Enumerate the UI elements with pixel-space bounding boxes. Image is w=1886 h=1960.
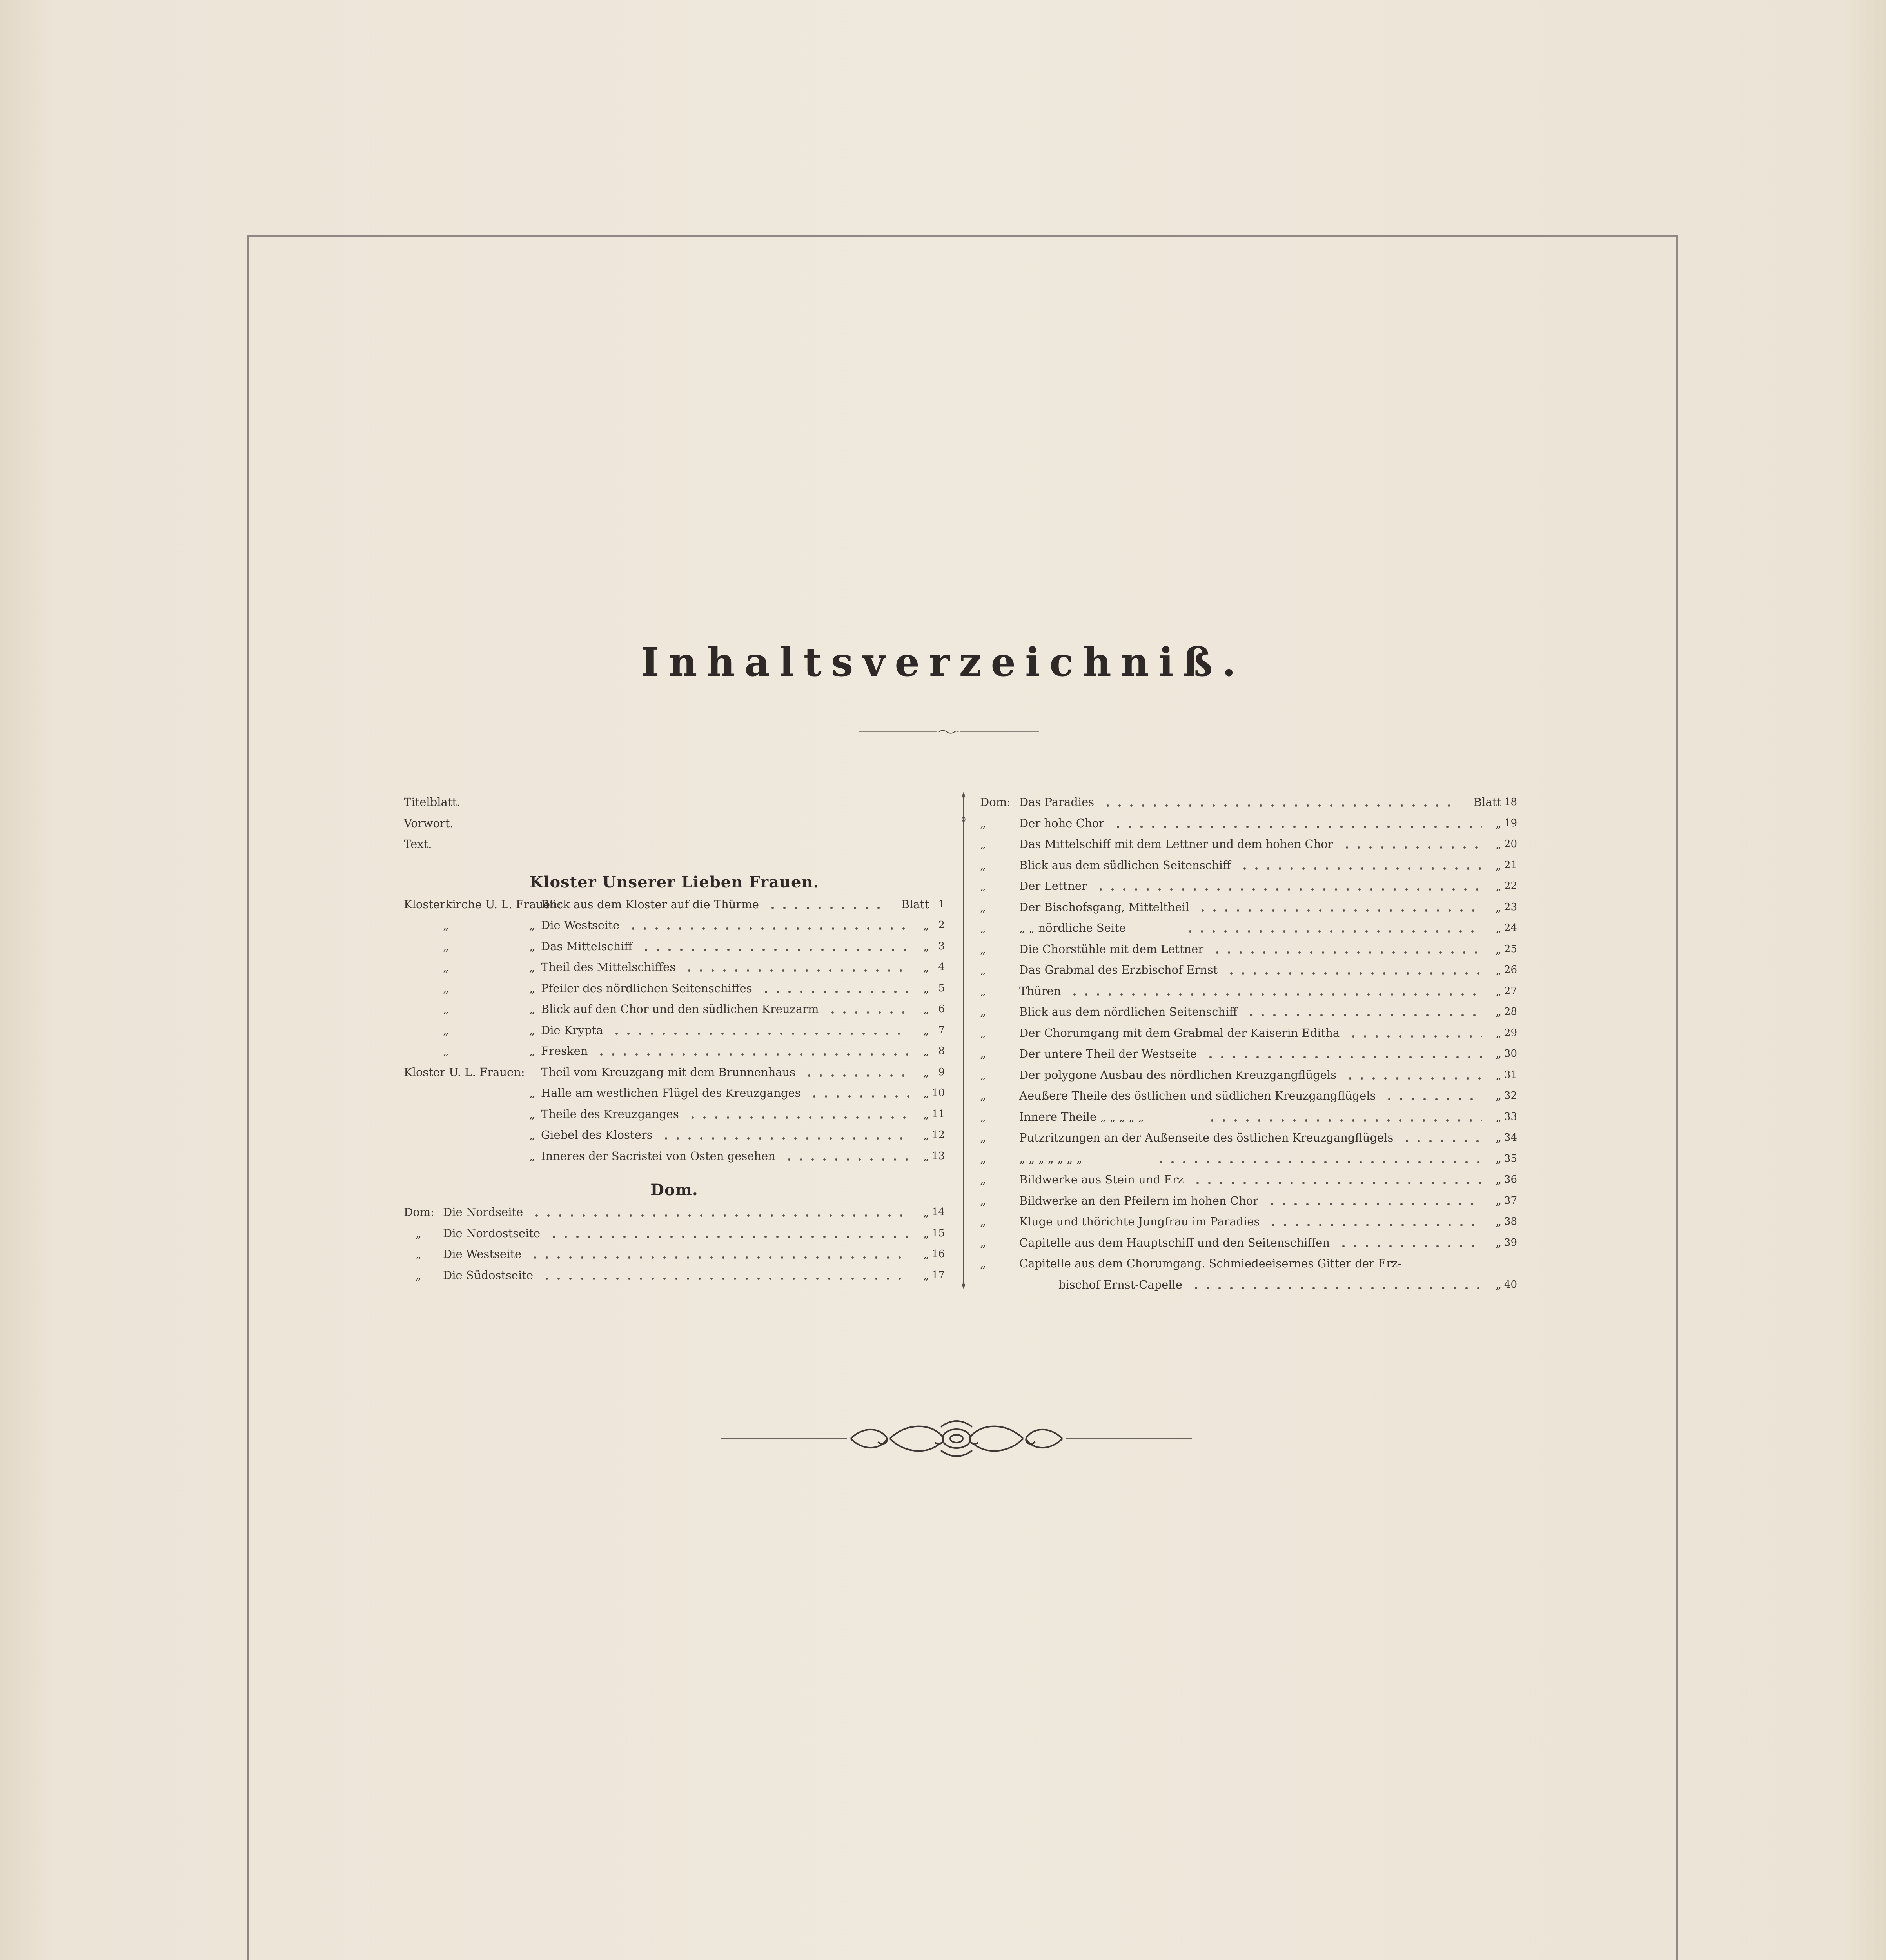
- entry-ditto: „: [529, 1107, 535, 1121]
- toc-entry: [980, 1065, 1517, 1086]
- entry-title: Kluge und thörichte Jungfrau im Paradies: [1019, 1215, 1260, 1228]
- entry-blatt-label: „: [1495, 1131, 1501, 1144]
- entry-title: Die Nordostseite: [443, 1226, 541, 1240]
- entry-page-number: 13: [931, 1150, 945, 1162]
- entry-prefix: Kloster U. L. Frauen:: [404, 1065, 525, 1079]
- entry-blatt-label: „: [1495, 1215, 1501, 1228]
- entry-blatt-label: „: [1495, 1152, 1501, 1165]
- entry-page-number: 5: [938, 982, 945, 994]
- entry-prefix: „: [980, 1257, 986, 1270]
- dot-leader: [529, 1256, 909, 1259]
- toc-entry: [980, 1044, 1517, 1065]
- entry-blatt-label: „: [923, 1086, 929, 1100]
- entry-title: Thüren: [1019, 984, 1061, 998]
- entry-title: Das Mittelschiff: [541, 939, 633, 953]
- dot-leader: [783, 1158, 909, 1161]
- toc-entry: [404, 1244, 945, 1265]
- toc-entry: [980, 876, 1517, 897]
- entry-title: Das Mittelschiff mit dem Lettner und dem hohen Chor: [1019, 837, 1333, 851]
- entry-prefix: „: [443, 1002, 449, 1016]
- entry-title: Der untere Theil der Westseite: [1019, 1047, 1197, 1060]
- entry-prefix: „: [980, 837, 986, 851]
- toc-entry: [980, 918, 1517, 939]
- toc-entry: [980, 1107, 1517, 1128]
- dot-leader: [808, 1094, 909, 1098]
- entry-blatt-label: „: [923, 1226, 929, 1240]
- entry-ditto: „: [529, 1128, 535, 1142]
- toc-entry: [980, 897, 1517, 918]
- entry-title: Giebel des Klosters: [541, 1128, 653, 1142]
- entry-prefix: „: [443, 1044, 449, 1058]
- entry-ditto: „: [529, 981, 535, 995]
- dot-leader: [1112, 825, 1482, 829]
- entry-page-number: 18: [1504, 796, 1517, 808]
- front-matter-item: Titelblatt.: [404, 795, 461, 809]
- entry-page-number: 10: [931, 1087, 945, 1099]
- toc-right-column: [980, 792, 1517, 1295]
- entry-blatt-label: „: [923, 1149, 929, 1163]
- entry-prefix: „: [980, 1005, 986, 1018]
- entry-page-number: 28: [1504, 1006, 1517, 1018]
- entry-page-number: 21: [1504, 859, 1517, 871]
- entry-page-number: 23: [1504, 901, 1517, 913]
- entry-prefix: „: [980, 1173, 986, 1186]
- entry-prefix: Dom:: [980, 795, 1011, 809]
- entry-blatt-label: „: [923, 1107, 929, 1121]
- entry-page-number: 6: [938, 1003, 945, 1015]
- toc-entry: [404, 894, 945, 915]
- dot-leader: [1347, 1034, 1482, 1038]
- kloster-entry-list: [404, 894, 945, 1167]
- entry-blatt-label: „: [1495, 1110, 1501, 1123]
- dot-leader: [1095, 887, 1482, 891]
- entry-prefix: „: [416, 1226, 422, 1240]
- toc-entry: [980, 1127, 1517, 1149]
- dot-leader: [1266, 1202, 1482, 1206]
- entry-page-number: 36: [1504, 1174, 1517, 1185]
- entry-title: Die Südostseite: [443, 1268, 534, 1282]
- entry-title: Der polygone Ausbau des nördlichen Kreuzgangflügels: [1019, 1068, 1337, 1082]
- dot-leader: [1239, 867, 1482, 871]
- section-heading-dom: Dom.: [650, 1181, 698, 1199]
- entry-page-number: 24: [1504, 922, 1517, 934]
- entry-blatt-label: „: [923, 1268, 929, 1282]
- entry-ditto: „: [529, 1023, 535, 1037]
- entry-page-number: 26: [1504, 964, 1517, 976]
- entry-page-number: 9: [938, 1066, 945, 1078]
- toc-entry: [980, 981, 1517, 1002]
- entry-blatt-label: „: [1495, 1236, 1501, 1249]
- entry-prefix: „: [980, 900, 986, 914]
- dot-leader: [1383, 1097, 1482, 1101]
- entry-prefix: „: [443, 918, 449, 932]
- entry-title: Halle am westlichen Flügel des Kreuzganges: [541, 1086, 801, 1100]
- entry-title: Blick aus dem Kloster auf die Thürme: [541, 897, 759, 911]
- entry-title: bischof Ernst-Capelle: [1058, 1278, 1183, 1291]
- entry-page-number: 15: [931, 1227, 945, 1239]
- entry-title: Blick aus dem nördlichen Seitenschiff: [1019, 1005, 1237, 1018]
- dot-leader: [640, 948, 909, 952]
- entry-title: Die Nordseite: [443, 1205, 523, 1219]
- entry-title: Fresken: [541, 1044, 588, 1058]
- toc-entry: [404, 1146, 945, 1167]
- entry-page-number: 11: [931, 1108, 945, 1120]
- entry-prefix: „: [416, 1247, 422, 1261]
- entry-page-number: 19: [1504, 817, 1517, 829]
- dot-leader: [827, 1011, 909, 1014]
- decorative-flourish: [721, 1415, 1192, 1462]
- entry-title: Pfeiler des nördlichen Seitenschiffes: [541, 981, 752, 995]
- entry-prefix: „: [443, 1023, 449, 1037]
- toc-entry: [980, 1211, 1517, 1232]
- dom-entry-list: [404, 1202, 945, 1286]
- toc-entry: [404, 936, 945, 957]
- entry-blatt-label: Blatt: [901, 897, 929, 911]
- entry-title: „ „ nördliche Seite: [1019, 921, 1126, 935]
- dot-leader: [627, 927, 909, 931]
- toc-entry: [980, 960, 1517, 981]
- entry-title: Blick aus dem südlichen Seitenschiff: [1019, 858, 1231, 872]
- entry-page-number: 4: [938, 961, 945, 973]
- entry-prefix: „: [443, 960, 449, 974]
- entry-page-number: 27: [1504, 985, 1517, 997]
- entry-page-number: 40: [1504, 1278, 1517, 1290]
- dot-leader: [1184, 929, 1482, 933]
- dot-leader: [767, 906, 886, 910]
- entry-page-number: 29: [1504, 1027, 1517, 1039]
- dot-leader: [1190, 1286, 1482, 1290]
- entry-page-number: 37: [1504, 1194, 1517, 1207]
- entry-title: Die Krypta: [541, 1023, 603, 1037]
- toc-entry: [980, 1232, 1517, 1254]
- entry-prefix: „: [980, 1152, 986, 1165]
- entry-title: Die Chorstühle mit dem Lettner: [1019, 942, 1204, 956]
- toc-entry: [980, 792, 1517, 813]
- toc-entry: [404, 1125, 945, 1146]
- entry-blatt-label: „: [1495, 984, 1501, 998]
- entry-blatt-label: „: [1495, 1173, 1501, 1186]
- entry-page-number: 39: [1504, 1236, 1517, 1249]
- toc-entry: [404, 1265, 945, 1286]
- entry-title: Theile des Kreuzganges: [541, 1107, 679, 1121]
- entry-title: Die Westseite: [443, 1247, 522, 1261]
- entry-title: Das Paradies: [1019, 795, 1095, 809]
- toc-entry: [980, 813, 1517, 834]
- entry-page-number: 20: [1504, 838, 1517, 850]
- entry-title: Der Bischofsgang, Mitteltheil: [1019, 900, 1189, 914]
- dot-leader: [1197, 909, 1482, 913]
- dot-leader: [1192, 1181, 1482, 1185]
- entry-page-number: 35: [1504, 1152, 1517, 1165]
- entry-page-number: 32: [1504, 1090, 1517, 1102]
- entry-page-number: 7: [938, 1024, 945, 1036]
- entry-blatt-label: „: [923, 1044, 929, 1058]
- entry-prefix: „: [980, 1068, 986, 1082]
- entry-blatt-label: „: [923, 1205, 929, 1219]
- entry-title: Bildwerke an den Pfeilern im hohen Chor: [1019, 1194, 1258, 1207]
- toc-entry: [404, 999, 945, 1020]
- entry-blatt-label: „: [1495, 1068, 1501, 1082]
- entry-blatt-label: „: [1495, 921, 1501, 935]
- entry-blatt-label: „: [1495, 1089, 1501, 1102]
- toc-entry: [980, 1169, 1517, 1191]
- toc-entry: [404, 978, 945, 999]
- entry-prefix: „: [980, 858, 986, 872]
- dot-leader: [1338, 1244, 1482, 1248]
- entry-title: Aeußere Theile des östlichen und südlichen Kreuzgangflügels: [1019, 1089, 1376, 1102]
- entry-prefix: Dom:: [404, 1205, 434, 1219]
- entry-title: Putzritzungen an der Außenseite des östlichen Kreuzgangflügels: [1019, 1131, 1394, 1144]
- entry-blatt-label: „: [1495, 942, 1501, 956]
- dot-leader: [611, 1032, 909, 1036]
- title-rule-ornament: [859, 729, 1039, 735]
- toc-entry: [404, 1020, 945, 1041]
- entry-title: Theil des Mittelschiffes: [541, 960, 676, 974]
- entry-blatt-label: „: [1495, 858, 1501, 872]
- dot-leader: [595, 1053, 909, 1056]
- dot-leader: [1102, 804, 1458, 808]
- entry-prefix: „: [980, 921, 986, 935]
- toc-entry: [980, 1274, 1517, 1296]
- toc-entry: [404, 1041, 945, 1062]
- entry-blatt-label: „: [923, 1247, 929, 1261]
- toc-entry: [404, 1202, 945, 1223]
- entry-ditto: „: [529, 939, 535, 953]
- entry-blatt-label: „: [923, 1023, 929, 1037]
- entry-blatt-label: „: [1495, 900, 1501, 914]
- entry-page-number: 34: [1504, 1132, 1517, 1143]
- dot-leader: [683, 969, 909, 973]
- entry-title: Der Lettner: [1019, 879, 1087, 893]
- toc-left-column: [404, 792, 945, 1286]
- entry-page-number: 31: [1504, 1069, 1517, 1081]
- entry-blatt-label: „: [923, 1002, 929, 1016]
- entry-title: Die Westseite: [541, 918, 620, 932]
- toc-entry: [980, 1253, 1517, 1274]
- entry-page-number: 1: [938, 898, 945, 910]
- entry-blatt-label: „: [1495, 879, 1501, 893]
- dot-leader: [1344, 1076, 1482, 1080]
- dot-leader: [1267, 1223, 1482, 1227]
- entry-title: Das Grabmal des Erzbischof Ernst: [1019, 963, 1218, 976]
- entry-prefix: „: [980, 1026, 986, 1040]
- entry-prefix: „: [443, 981, 449, 995]
- toc-entry: [980, 834, 1517, 855]
- entry-prefix: Klosterkirche U. L. Frauen:: [404, 897, 561, 911]
- dot-leader: [1069, 993, 1482, 996]
- dot-leader: [1401, 1139, 1482, 1143]
- entry-ditto: „: [529, 1044, 535, 1058]
- entry-prefix: „: [980, 963, 986, 976]
- toc-entry: [404, 957, 945, 978]
- dot-leader: [687, 1116, 909, 1120]
- entry-title: Blick auf den Chor und den südlichen Kreuzarm: [541, 1002, 819, 1016]
- dot-leader: [1206, 1118, 1482, 1122]
- entry-blatt-label: „: [923, 1065, 929, 1079]
- entry-title: Capitelle aus dem Chorumgang. Schmiedeeisernes Gitter der Erz-: [1019, 1257, 1402, 1270]
- entry-prefix: „: [980, 1089, 986, 1102]
- entry-prefix: „: [980, 942, 986, 956]
- dot-leader: [1341, 846, 1482, 849]
- toc-entry: [404, 1104, 945, 1125]
- entry-page-number: 33: [1504, 1111, 1517, 1123]
- entry-title: Der Chorumgang mit dem Grabmal der Kaiserin Editha: [1019, 1026, 1340, 1040]
- dot-leader: [760, 990, 909, 994]
- entry-page-number: 8: [938, 1045, 945, 1057]
- dot-leader: [1225, 971, 1482, 975]
- entry-title: Der hohe Chor: [1019, 816, 1104, 830]
- entry-blatt-label: Blatt: [1473, 795, 1501, 809]
- entry-page-number: 3: [938, 940, 945, 952]
- toc-entry: [980, 855, 1517, 876]
- dot-leader: [541, 1277, 909, 1281]
- dot-leader: [660, 1136, 909, 1140]
- dot-leader: [531, 1214, 909, 1218]
- entry-page-number: 25: [1504, 943, 1517, 955]
- section-heading-kloster: Kloster Unserer Lieben Frauen.: [529, 873, 819, 891]
- entry-ditto: „: [529, 1002, 535, 1016]
- entry-blatt-label: „: [1495, 1047, 1501, 1060]
- entry-ditto: „: [529, 918, 535, 932]
- entry-page-number: 12: [931, 1129, 945, 1141]
- entry-title: Theil vom Kreuzgang mit dem Brunnenhaus: [541, 1065, 796, 1079]
- entry-blatt-label: „: [923, 960, 929, 974]
- entry-blatt-label: „: [923, 981, 929, 995]
- entry-prefix: „: [980, 1110, 986, 1123]
- dot-leader: [1155, 1160, 1482, 1164]
- toc-entry: [404, 1223, 945, 1244]
- toc-entry: [980, 1023, 1517, 1044]
- entry-page-number: 14: [931, 1206, 945, 1218]
- toc-entry: [980, 1149, 1517, 1170]
- entry-prefix: „: [416, 1268, 422, 1282]
- entry-ditto: „: [529, 1149, 535, 1163]
- toc-entry: [404, 1083, 945, 1104]
- entry-prefix: „: [980, 816, 986, 830]
- page-title: Inhaltsverzeichniß.: [641, 639, 1245, 685]
- entry-page-number: 22: [1504, 880, 1517, 892]
- toc-entry: [404, 915, 945, 936]
- entry-blatt-label: „: [1495, 1194, 1501, 1207]
- entry-blatt-label: „: [1495, 1026, 1501, 1040]
- dot-leader: [1245, 1013, 1482, 1017]
- toc-entry: [404, 1062, 945, 1083]
- entry-blatt-label: „: [1495, 816, 1501, 830]
- entry-ditto: „: [529, 960, 535, 974]
- entry-prefix: „: [443, 939, 449, 953]
- entry-page-number: 16: [931, 1248, 945, 1260]
- column-divider: [960, 792, 968, 1290]
- toc-entry: [980, 1002, 1517, 1023]
- entry-ditto: „: [529, 1086, 535, 1100]
- dot-leader: [1211, 951, 1482, 955]
- entry-blatt-label: „: [1495, 1005, 1501, 1018]
- entry-title: Innere Theile „ „ „ „ „: [1019, 1110, 1144, 1123]
- entry-blatt-label: „: [923, 918, 929, 932]
- entry-title: Inneres der Sacristei von Osten gesehen: [541, 1149, 776, 1163]
- entry-prefix: „: [980, 984, 986, 998]
- dot-leader: [548, 1235, 909, 1239]
- entry-blatt-label: „: [1495, 837, 1501, 851]
- front-matter-item: Vorwort.: [404, 816, 454, 830]
- entry-prefix: „: [980, 1131, 986, 1144]
- entry-blatt-label: „: [923, 1128, 929, 1142]
- entry-page-number: 38: [1504, 1216, 1517, 1227]
- entry-prefix: „: [980, 879, 986, 893]
- entry-title: Capitelle aus dem Hauptschiff und den Seitenschiffen: [1019, 1236, 1330, 1249]
- entry-blatt-label: „: [923, 939, 929, 953]
- entry-prefix: „: [980, 1215, 986, 1228]
- entry-prefix: „: [980, 1236, 986, 1249]
- entry-title: Bildwerke aus Stein und Erz: [1019, 1173, 1184, 1186]
- dot-leader: [1205, 1055, 1482, 1059]
- entry-page-number: 17: [931, 1269, 945, 1281]
- toc-entry: [980, 939, 1517, 960]
- entry-prefix: „: [980, 1047, 986, 1060]
- toc-entry: [980, 1085, 1517, 1107]
- entry-page-number: 30: [1504, 1048, 1517, 1060]
- dot-leader: [803, 1074, 909, 1078]
- toc-entry: [980, 1191, 1517, 1212]
- entry-prefix: „: [980, 1194, 986, 1207]
- entry-blatt-label: „: [1495, 1278, 1501, 1291]
- dom-continued-entry-list: [980, 792, 1517, 1295]
- front-matter-item: Text.: [404, 837, 432, 851]
- entry-title: „ „ „ „ „ „ „: [1019, 1152, 1082, 1165]
- entry-blatt-label: „: [1495, 963, 1501, 976]
- entry-page-number: 2: [938, 919, 945, 931]
